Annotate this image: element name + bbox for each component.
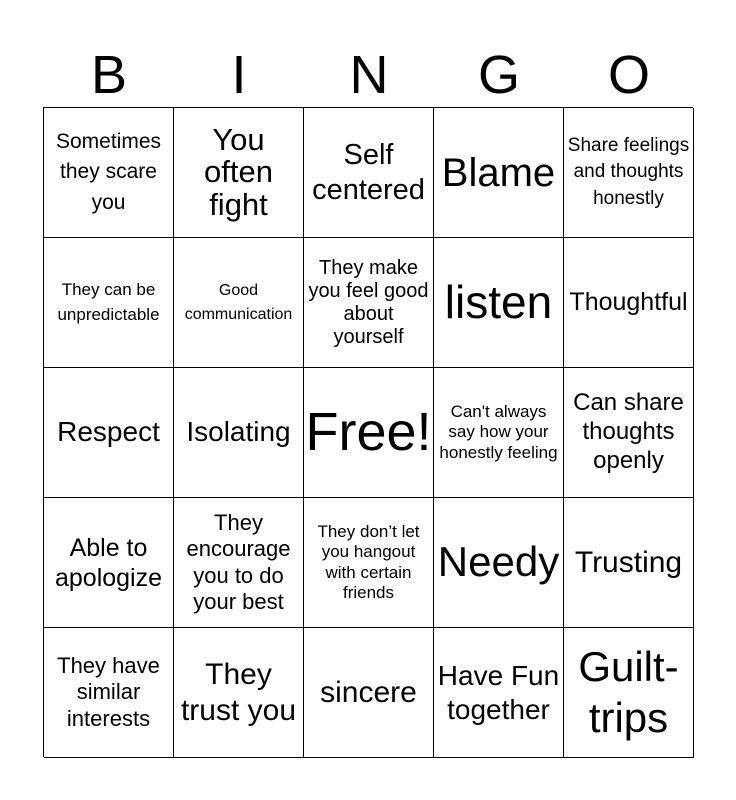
bingo-cell[interactable] [434,498,564,628]
bingo-cell[interactable] [174,628,304,758]
cell-text: Isolating [186,416,291,448]
free-space-text: Free! [305,402,432,463]
bingo-cell[interactable] [304,498,434,628]
bingo-cell[interactable] [304,108,434,238]
bingo-cell[interactable] [434,368,564,498]
header-letter-n: N [349,45,389,105]
cell-text: They have similar interests [57,652,160,731]
bingo-cell[interactable] [304,238,434,368]
bingo-cell[interactable] [44,628,174,758]
cell-text: Trusting [574,546,683,579]
header-letter-o: O [607,45,650,105]
cell-text: Have Fun together [437,659,560,725]
bingo-cell[interactable] [44,498,174,628]
cell-text: Can't always say how your honestly feeling [439,401,558,462]
cell-text: Sometimes they scare you [55,129,162,214]
bingo-cell[interactable] [174,108,304,238]
bingo-cell[interactable] [304,628,434,758]
bingo-header [44,44,694,106]
cell-text: Self centered [312,138,425,206]
cell-text: listen [444,276,553,329]
cell-text: They trust you [180,657,297,727]
bingo-cell[interactable] [564,368,694,498]
cell-text: Blame [441,150,556,195]
cell-text: sincere [320,676,417,709]
bingo-cell[interactable] [174,498,304,628]
cell-text: You often fight [204,121,273,222]
cell-text: Share feelings and thoughts honestly [567,134,690,209]
bingo-cell[interactable] [564,108,694,238]
bingo-cell[interactable] [44,108,174,238]
cell-text: Good communication [184,282,293,323]
cell-text: Able to apologize [54,533,163,592]
bingo-cell[interactable] [564,238,694,368]
header-letter-i: I [231,45,247,105]
bingo-cell[interactable] [44,368,174,498]
cell-text: Thoughtful [569,288,688,317]
header-letter-g: G [477,45,520,105]
cell-text: They don’t let you hangout with certain friends [317,521,420,602]
cell-text: They encourage you to do your best [186,509,291,614]
bingo-cell[interactable] [44,238,174,368]
cell-text: Respect [57,416,160,448]
bingo-cell[interactable] [434,238,564,368]
bingo-board [43,107,693,757]
bingo-cell[interactable] [434,628,564,758]
bingo-cell[interactable] [564,628,694,758]
bingo-cell[interactable] [174,238,304,368]
free-space-cell[interactable] [304,368,434,498]
cell-text: Guilt-trips [578,643,679,741]
bingo-cell[interactable] [174,368,304,498]
cell-text: Can share thoughts openly [573,389,684,474]
cell-text: They can be unpredictable [57,279,160,324]
header-letter-b: B [90,45,128,105]
bingo-cell[interactable] [564,498,694,628]
bingo-cell[interactable] [434,108,564,238]
cell-text: Needy [437,538,560,586]
cell-text: They make you feel good about yourself [308,256,429,348]
